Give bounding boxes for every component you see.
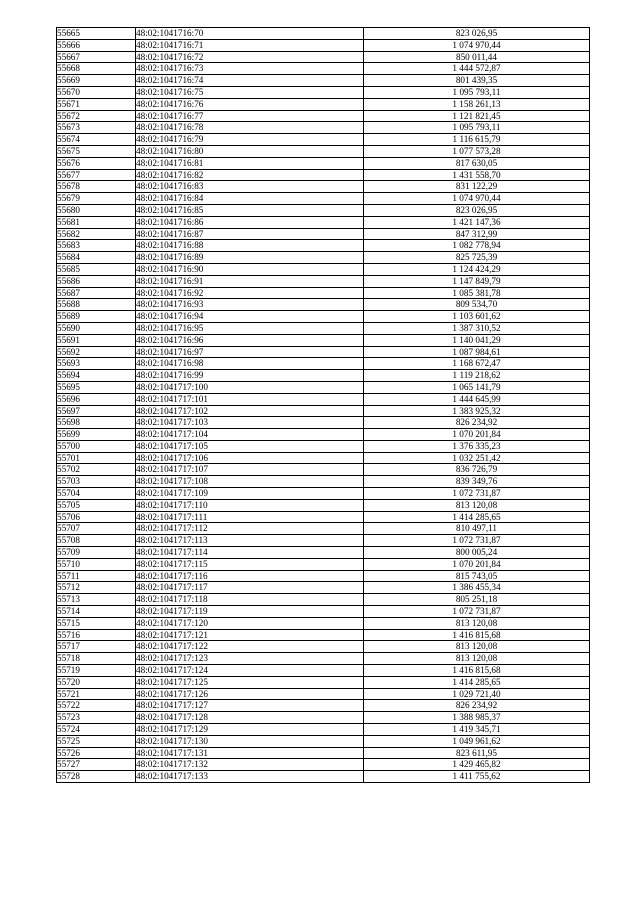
cadastral-value: 1 116 615,79	[364, 134, 590, 146]
cadastral-value: 1 376 335,23	[364, 440, 590, 452]
table-row	[57, 39, 590, 51]
row-number: 55719	[57, 665, 136, 677]
row-number: 55700	[57, 440, 136, 452]
table-row	[57, 63, 590, 75]
cadastral-value: 809 534,70	[364, 299, 590, 311]
row-number: 55695	[57, 381, 136, 393]
cadastral-value: 801 439,35	[364, 75, 590, 87]
cadastral-number: 48:02:1041717:118	[136, 594, 364, 606]
cadastral-number: 48:02:1041717:125	[136, 676, 364, 688]
table-row	[57, 676, 590, 688]
cadastral-value: 1 124 424,29	[364, 263, 590, 275]
cadastral-number: 48:02:1041716:73	[136, 63, 364, 75]
cadastral-number: 48:02:1041717:123	[136, 653, 364, 665]
cadastral-number: 48:02:1041716:90	[136, 263, 364, 275]
cadastral-value: 1 421 147,36	[364, 216, 590, 228]
row-number: 55684	[57, 252, 136, 264]
table-row	[57, 617, 590, 629]
cadastral-value: 1 074 970,44	[364, 39, 590, 51]
cadastral-value: 1 077 573,28	[364, 145, 590, 157]
table-row	[57, 724, 590, 736]
table-row	[57, 476, 590, 488]
cadastral-number: 48:02:1041717:109	[136, 488, 364, 500]
cadastral-value: 1 444 645,99	[364, 393, 590, 405]
row-number: 55713	[57, 594, 136, 606]
cadastral-number: 48:02:1041716:70	[136, 28, 364, 40]
cadastral-value: 1 095 793,11	[364, 122, 590, 134]
table-row	[57, 311, 590, 323]
cadastral-number: 48:02:1041717:101	[136, 393, 364, 405]
table-row	[57, 558, 590, 570]
cadastral-value: 1 119 218,62	[364, 370, 590, 382]
cadastral-number: 48:02:1041717:116	[136, 570, 364, 582]
table-row	[57, 594, 590, 606]
row-number: 55692	[57, 346, 136, 358]
cadastral-number: 48:02:1041716:80	[136, 145, 364, 157]
cadastral-value: 1 082 778,94	[364, 240, 590, 252]
row-number: 55670	[57, 86, 136, 98]
row-number: 55671	[57, 98, 136, 110]
cadastral-value: 831 122,29	[364, 181, 590, 193]
row-number: 55727	[57, 759, 136, 771]
row-number: 55711	[57, 570, 136, 582]
cadastral-number: 48:02:1041717:108	[136, 476, 364, 488]
cadastral-value: 813 120,08	[364, 641, 590, 653]
cadastral-number: 48:02:1041717:103	[136, 417, 364, 429]
cadastral-number: 48:02:1041717:121	[136, 629, 364, 641]
cadastral-number: 48:02:1041717:127	[136, 700, 364, 712]
cadastral-value: 1 065 141,79	[364, 381, 590, 393]
row-number: 55669	[57, 75, 136, 87]
cadastral-number: 48:02:1041716:87	[136, 228, 364, 240]
row-number: 55674	[57, 134, 136, 146]
row-number: 55718	[57, 653, 136, 665]
cadastral-value: 1 444 572,87	[364, 63, 590, 75]
row-number: 55668	[57, 63, 136, 75]
row-number: 55680	[57, 204, 136, 216]
cadastral-value: 823 611,95	[364, 747, 590, 759]
cadastral-value: 826 234,92	[364, 417, 590, 429]
cadastral-value: 825 725,39	[364, 252, 590, 264]
cadastral-value: 815 743,05	[364, 570, 590, 582]
table-row	[57, 322, 590, 334]
table-row	[57, 653, 590, 665]
cadastral-number: 48:02:1041716:85	[136, 204, 364, 216]
cadastral-value: 850 011,44	[364, 51, 590, 63]
table-row	[57, 499, 590, 511]
table-row	[57, 263, 590, 275]
table-row	[57, 712, 590, 724]
cadastral-value: 813 120,08	[364, 499, 590, 511]
row-number: 55709	[57, 547, 136, 559]
row-number: 55715	[57, 617, 136, 629]
cadastral-value: 1 140 041,29	[364, 334, 590, 346]
cadastral-value-table	[56, 27, 590, 783]
row-number: 55688	[57, 299, 136, 311]
row-number: 55673	[57, 122, 136, 134]
cadastral-value: 1 411 755,62	[364, 771, 590, 783]
table-row	[57, 169, 590, 181]
table-row	[57, 464, 590, 476]
table-row	[57, 299, 590, 311]
cadastral-number: 48:02:1041717:114	[136, 547, 364, 559]
table-row	[57, 98, 590, 110]
row-number: 55683	[57, 240, 136, 252]
cadastral-value: 1 072 731,87	[364, 535, 590, 547]
row-number: 55689	[57, 311, 136, 323]
cadastral-number: 48:02:1041716:98	[136, 358, 364, 370]
cadastral-number: 48:02:1041716:72	[136, 51, 364, 63]
table-row	[57, 358, 590, 370]
row-number: 55726	[57, 747, 136, 759]
table-body	[57, 28, 590, 783]
cadastral-number: 48:02:1041716:88	[136, 240, 364, 252]
row-number: 55666	[57, 39, 136, 51]
table-row	[57, 688, 590, 700]
row-number: 55728	[57, 771, 136, 783]
table-row	[57, 570, 590, 582]
cadastral-value: 1 386 455,34	[364, 582, 590, 594]
cadastral-value: 839 349,76	[364, 476, 590, 488]
cadastral-number: 48:02:1041717:122	[136, 641, 364, 653]
cadastral-number: 48:02:1041716:84	[136, 193, 364, 205]
cadastral-value: 1 429 465,82	[364, 759, 590, 771]
cadastral-number: 48:02:1041716:74	[136, 75, 364, 87]
cadastral-value: 1 147 849,79	[364, 275, 590, 287]
row-number: 55705	[57, 499, 136, 511]
table-row	[57, 252, 590, 264]
row-number: 55702	[57, 464, 136, 476]
cadastral-value: 1 416 815,68	[364, 665, 590, 677]
cadastral-number: 48:02:1041716:94	[136, 311, 364, 323]
cadastral-number: 48:02:1041716:81	[136, 157, 364, 169]
table-row	[57, 240, 590, 252]
row-number: 55707	[57, 523, 136, 535]
table-row	[57, 606, 590, 618]
cadastral-value: 823 026,95	[364, 28, 590, 40]
cadastral-number: 48:02:1041717:100	[136, 381, 364, 393]
row-number: 55667	[57, 51, 136, 63]
table-row	[57, 488, 590, 500]
cadastral-number: 48:02:1041716:91	[136, 275, 364, 287]
cadastral-value: 1 387 310,52	[364, 322, 590, 334]
cadastral-number: 48:02:1041717:104	[136, 429, 364, 441]
cadastral-value: 836 726,79	[364, 464, 590, 476]
table-row	[57, 216, 590, 228]
cadastral-value: 1 416 815,68	[364, 629, 590, 641]
cadastral-number: 48:02:1041717:112	[136, 523, 364, 535]
table-row	[57, 51, 590, 63]
table-row	[57, 86, 590, 98]
cadastral-number: 48:02:1041716:97	[136, 346, 364, 358]
cadastral-number: 48:02:1041716:83	[136, 181, 364, 193]
cadastral-number: 48:02:1041716:92	[136, 287, 364, 299]
table-row	[57, 665, 590, 677]
table-row	[57, 228, 590, 240]
table-row	[57, 429, 590, 441]
cadastral-number: 48:02:1041716:79	[136, 134, 364, 146]
cadastral-value: 1 029 721,40	[364, 688, 590, 700]
table-row	[57, 381, 590, 393]
row-number: 55690	[57, 322, 136, 334]
table-row	[57, 417, 590, 429]
cadastral-number: 48:02:1041717:124	[136, 665, 364, 677]
table-row	[57, 440, 590, 452]
cadastral-number: 48:02:1041717:130	[136, 735, 364, 747]
table-row	[57, 759, 590, 771]
row-number: 55687	[57, 287, 136, 299]
row-number: 55724	[57, 724, 136, 736]
cadastral-number: 48:02:1041716:82	[136, 169, 364, 181]
cadastral-value: 817 630,05	[364, 157, 590, 169]
row-number: 55714	[57, 606, 136, 618]
cadastral-value: 813 120,08	[364, 653, 590, 665]
cadastral-number: 48:02:1041717:119	[136, 606, 364, 618]
cadastral-value: 1 074 970,44	[364, 193, 590, 205]
table-row	[57, 346, 590, 358]
table-row	[57, 511, 590, 523]
row-number: 55716	[57, 629, 136, 641]
cadastral-number: 48:02:1041717:102	[136, 405, 364, 417]
table-row	[57, 145, 590, 157]
row-number: 55677	[57, 169, 136, 181]
table-row	[57, 452, 590, 464]
table-row	[57, 181, 590, 193]
cadastral-number: 48:02:1041717:110	[136, 499, 364, 511]
table-row	[57, 747, 590, 759]
table-row	[57, 393, 590, 405]
row-number: 55699	[57, 429, 136, 441]
row-number: 55696	[57, 393, 136, 405]
cadastral-number: 48:02:1041717:105	[136, 440, 364, 452]
cadastral-value: 847 312,99	[364, 228, 590, 240]
cadastral-number: 48:02:1041717:106	[136, 452, 364, 464]
table-row	[57, 122, 590, 134]
row-number: 55697	[57, 405, 136, 417]
cadastral-number: 48:02:1041716:99	[136, 370, 364, 382]
row-number: 55712	[57, 582, 136, 594]
table-row	[57, 28, 590, 40]
table-row	[57, 370, 590, 382]
table-row	[57, 547, 590, 559]
row-number: 55676	[57, 157, 136, 169]
cadastral-value: 1 070 201,84	[364, 429, 590, 441]
cadastral-value: 1 158 261,13	[364, 98, 590, 110]
cadastral-value: 1 032 251,42	[364, 452, 590, 464]
cadastral-number: 48:02:1041717:113	[136, 535, 364, 547]
row-number: 55701	[57, 452, 136, 464]
cadastral-number: 48:02:1041716:89	[136, 252, 364, 264]
cadastral-number: 48:02:1041717:117	[136, 582, 364, 594]
row-number: 55686	[57, 275, 136, 287]
table-row	[57, 157, 590, 169]
cadastral-number: 48:02:1041716:95	[136, 322, 364, 334]
cadastral-value: 800 005,24	[364, 547, 590, 559]
row-number: 55710	[57, 558, 136, 570]
table-row	[57, 334, 590, 346]
cadastral-number: 48:02:1041717:129	[136, 724, 364, 736]
row-number: 55704	[57, 488, 136, 500]
table-row	[57, 75, 590, 87]
table-row	[57, 204, 590, 216]
row-number: 55725	[57, 735, 136, 747]
row-number: 55672	[57, 110, 136, 122]
table-row	[57, 735, 590, 747]
row-number: 55706	[57, 511, 136, 523]
cadastral-number: 48:02:1041717:120	[136, 617, 364, 629]
row-number: 55721	[57, 688, 136, 700]
cadastral-value: 1 087 984,61	[364, 346, 590, 358]
cadastral-number: 48:02:1041717:132	[136, 759, 364, 771]
cadastral-value: 1 085 381,78	[364, 287, 590, 299]
cadastral-value: 1 168 672,47	[364, 358, 590, 370]
cadastral-value: 1 095 793,11	[364, 86, 590, 98]
row-number: 55685	[57, 263, 136, 275]
row-number: 55691	[57, 334, 136, 346]
row-number: 55722	[57, 700, 136, 712]
cadastral-value: 1 121 821,45	[364, 110, 590, 122]
row-number: 55693	[57, 358, 136, 370]
cadastral-number: 48:02:1041716:76	[136, 98, 364, 110]
row-number: 55723	[57, 712, 136, 724]
cadastral-number: 48:02:1041716:75	[136, 86, 364, 98]
cadastral-number: 48:02:1041716:86	[136, 216, 364, 228]
cadastral-value: 1 072 731,87	[364, 488, 590, 500]
cadastral-number: 48:02:1041717:128	[136, 712, 364, 724]
table-row	[57, 193, 590, 205]
table-row	[57, 134, 590, 146]
table-row	[57, 523, 590, 535]
cadastral-value: 1 431 558,70	[364, 169, 590, 181]
cadastral-value: 1 414 285,65	[364, 511, 590, 523]
cadastral-number: 48:02:1041716:77	[136, 110, 364, 122]
cadastral-value: 813 120,08	[364, 617, 590, 629]
row-number: 55720	[57, 676, 136, 688]
row-number: 55703	[57, 476, 136, 488]
cadastral-number: 48:02:1041716:93	[136, 299, 364, 311]
table-row	[57, 275, 590, 287]
cadastral-value: 1 383 925,32	[364, 405, 590, 417]
table-row	[57, 582, 590, 594]
cadastral-value: 805 251,18	[364, 594, 590, 606]
cadastral-number: 48:02:1041717:111	[136, 511, 364, 523]
table-row	[57, 771, 590, 783]
cadastral-number: 48:02:1041717:126	[136, 688, 364, 700]
table-row	[57, 535, 590, 547]
cadastral-number: 48:02:1041717:133	[136, 771, 364, 783]
cadastral-number: 48:02:1041717:131	[136, 747, 364, 759]
table-row	[57, 287, 590, 299]
cadastral-value: 1 388 985,37	[364, 712, 590, 724]
cadastral-value: 1 414 285,65	[364, 676, 590, 688]
cadastral-value: 1 072 731,87	[364, 606, 590, 618]
table-row	[57, 110, 590, 122]
row-number: 55679	[57, 193, 136, 205]
cadastral-number: 48:02:1041716:96	[136, 334, 364, 346]
cadastral-number: 48:02:1041716:71	[136, 39, 364, 51]
row-number: 55717	[57, 641, 136, 653]
cadastral-value: 1 419 345,71	[364, 724, 590, 736]
table-row	[57, 700, 590, 712]
cadastral-value: 810 497,11	[364, 523, 590, 535]
row-number: 55665	[57, 28, 136, 40]
row-number: 55694	[57, 370, 136, 382]
row-number: 55678	[57, 181, 136, 193]
row-number: 55708	[57, 535, 136, 547]
row-number: 55682	[57, 228, 136, 240]
cadastral-value: 1 103 601,62	[364, 311, 590, 323]
cadastral-value: 826 234,92	[364, 700, 590, 712]
row-number: 55675	[57, 145, 136, 157]
cadastral-value: 823 026,95	[364, 204, 590, 216]
row-number: 55681	[57, 216, 136, 228]
cadastral-value: 1 049 961,62	[364, 735, 590, 747]
cadastral-value: 1 070 201,84	[364, 558, 590, 570]
table-row	[57, 629, 590, 641]
cadastral-number: 48:02:1041716:78	[136, 122, 364, 134]
cadastral-number: 48:02:1041717:115	[136, 558, 364, 570]
table-row	[57, 641, 590, 653]
row-number: 55698	[57, 417, 136, 429]
table-row	[57, 405, 590, 417]
cadastral-number: 48:02:1041717:107	[136, 464, 364, 476]
